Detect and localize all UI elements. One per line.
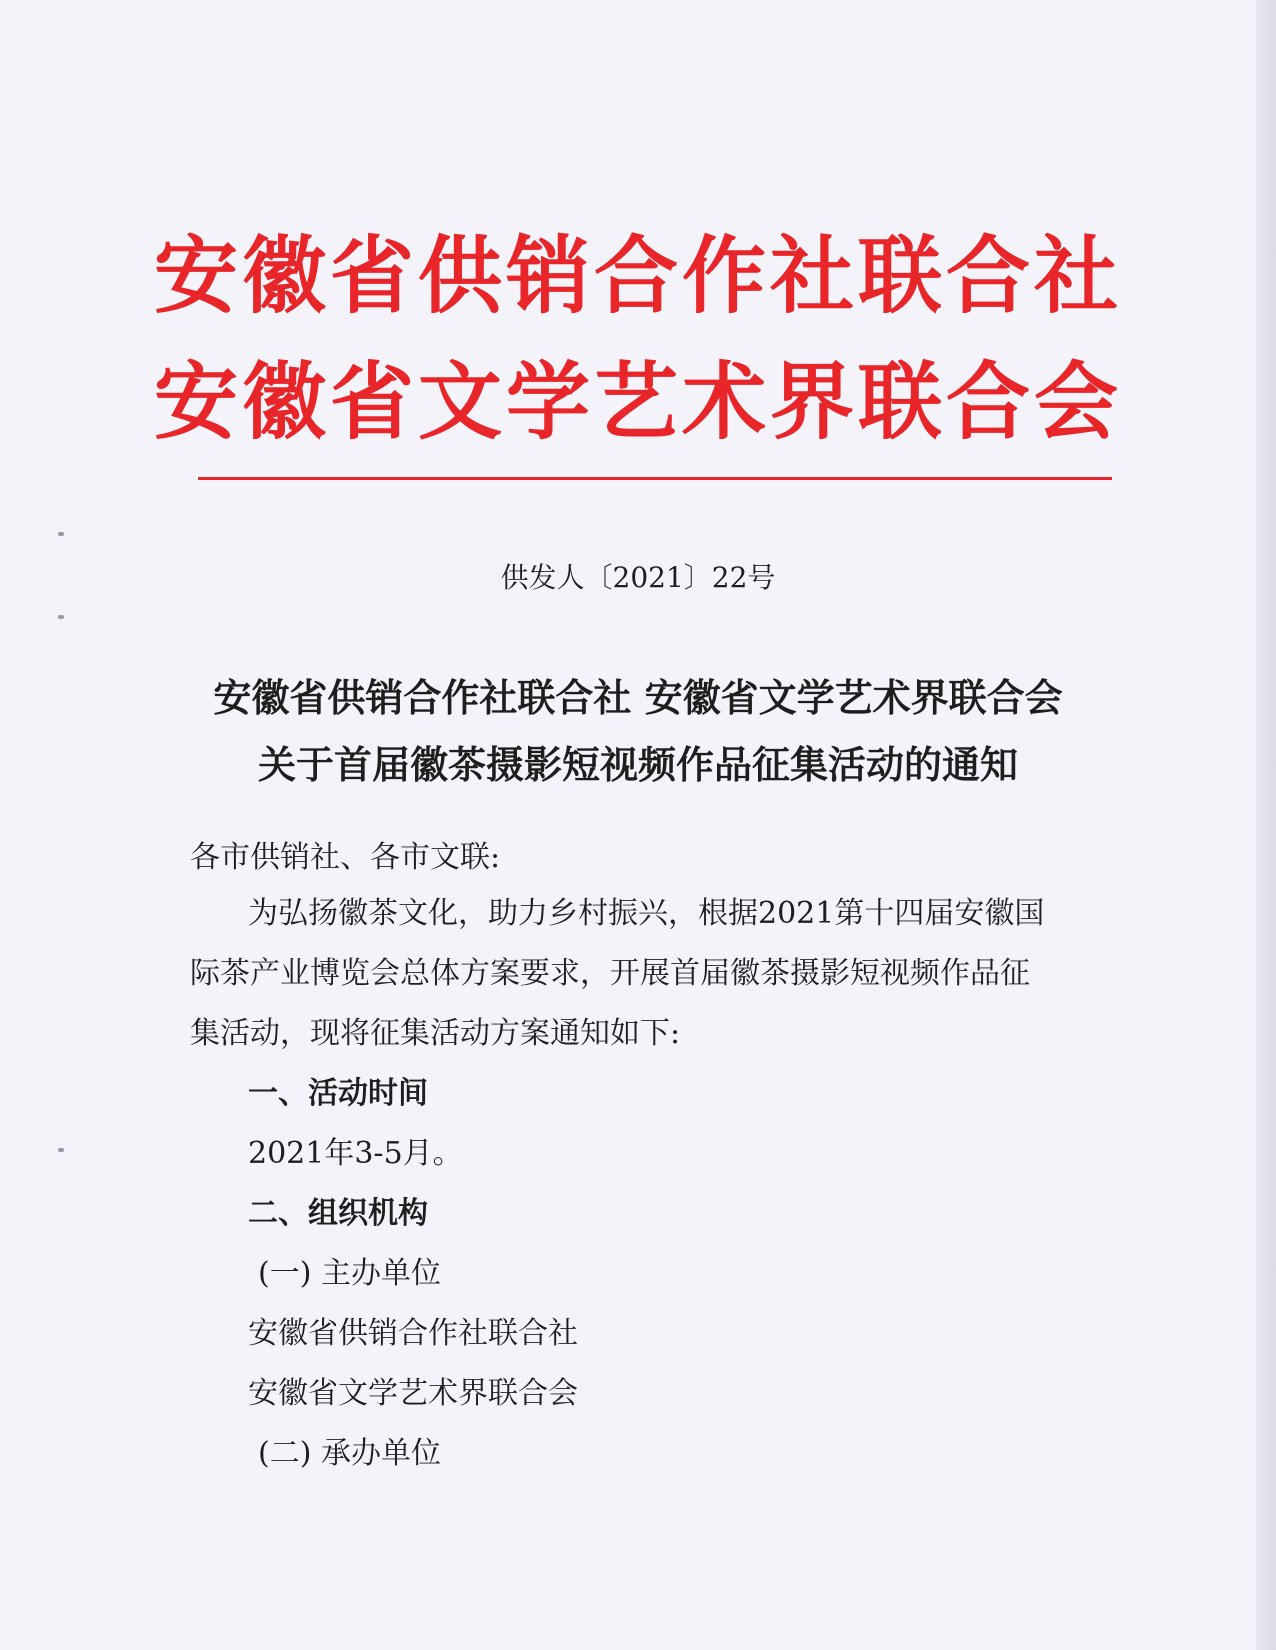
salutation: 各市供销社、各市文联: [190,840,501,875]
letterhead-divider [198,477,1112,480]
host-unit-item: 安徽省供销合作社联合社 [248,1316,578,1351]
section-heading-organization: 二、组织机构 [248,1196,428,1231]
notice-title-line-2: 关于首届徽茶摄影短视频作品征集活动的通知 [257,743,1018,787]
binding-mark [58,1148,64,1152]
subheading-host-units: (一) 主办单位 [258,1256,441,1291]
notice-title-line-1: 安徽省供销合作社联合社 安徽省文学艺术界联合会 [213,676,1063,720]
letterhead-line-2: 安徽省文学艺术界联合会 [153,353,1122,451]
document-number: 供发人〔2021〕22号 [500,561,776,594]
section-heading-activity-time: 一、活动时间 [248,1076,428,1111]
paragraph-line: 际茶产业博览会总体方案要求，开展首届徽茶摄影短视频作品征 [190,956,1030,991]
letterhead-line-1: 安徽省供销合作社联合社 [153,227,1122,325]
host-unit-item: 安徽省文学艺术界联合会 [248,1376,578,1411]
binding-mark [58,532,64,536]
binding-mark [58,615,64,619]
paragraph-line: 集活动，现将征集活动方案通知如下: [190,1016,681,1051]
subheading-organizer-units: (二) 承办单位 [258,1436,441,1471]
paragraph-line: 为弘扬徽茶文化，助力乡村振兴，根据2021第十四届安徽国 [248,896,1045,931]
activity-time-text: 2021年3-5月。 [248,1136,463,1171]
